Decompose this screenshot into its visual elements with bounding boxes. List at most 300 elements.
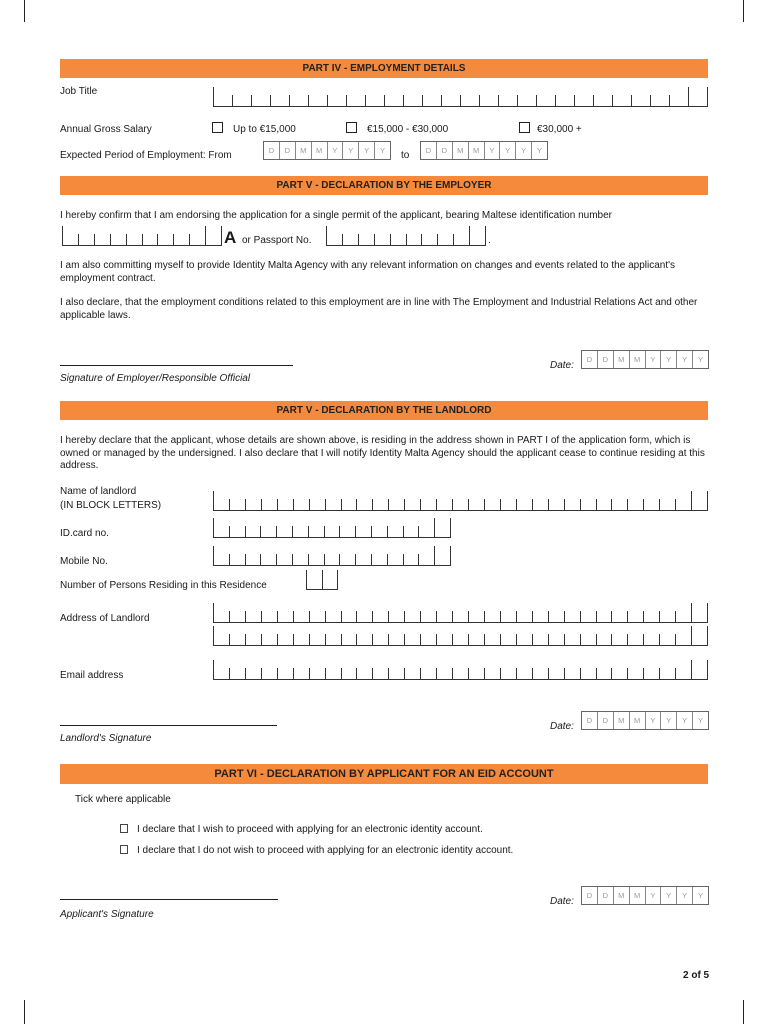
input-cell[interactable] [388, 499, 404, 510]
persons-label: Number of Persons Residing in this Residence [60, 580, 267, 591]
input-cell[interactable] [659, 611, 675, 622]
input-cell[interactable] [388, 668, 404, 679]
input-cell[interactable] [309, 499, 325, 510]
input-cell[interactable] [403, 554, 419, 565]
input-cell[interactable] [422, 95, 441, 106]
input-cell[interactable] [157, 234, 173, 245]
eid-option-1-label: I declare that I wish to proceed with applying for an electronic identity account. [137, 824, 483, 835]
input-cell[interactable] [213, 518, 229, 537]
input-cell[interactable] [484, 499, 500, 510]
input-cell[interactable] [596, 611, 612, 622]
input-cell[interactable] [468, 668, 484, 679]
input-cell[interactable] [421, 234, 437, 245]
input-cell[interactable] [650, 95, 669, 106]
input-cell[interactable] [441, 95, 460, 106]
input-cell[interactable] [372, 668, 388, 679]
input-cell[interactable] [434, 546, 451, 565]
date-cell[interactable]: Y [645, 712, 661, 729]
input-cell[interactable] [548, 611, 564, 622]
input-cell[interactable] [669, 95, 688, 106]
input-cell[interactable] [251, 95, 270, 106]
employer-para-3: I also declare, that the employment conditions related to this employment are in line with The Employment and Industrial Relations Act and other applicable laws. [60, 297, 698, 321]
input-cell[interactable] [460, 95, 479, 106]
applicant-date-input[interactable] [581, 886, 709, 905]
input-cell[interactable] [500, 499, 516, 510]
date-cell[interactable]: M [452, 142, 468, 159]
input-cell[interactable] [325, 611, 341, 622]
applicant-signature-label: Applicant's Signature [60, 909, 154, 920]
input-cell[interactable] [404, 668, 420, 679]
input-cell[interactable] [339, 526, 355, 537]
input-cell[interactable] [627, 611, 643, 622]
input-cell[interactable] [596, 499, 612, 510]
date-cell[interactable]: Y [676, 887, 692, 904]
input-cell[interactable] [580, 499, 596, 510]
input-cell[interactable] [308, 95, 327, 106]
input-cell[interactable] [574, 95, 593, 106]
input-cell[interactable] [245, 634, 261, 645]
eid-option-2-checkbox[interactable] [120, 845, 128, 854]
input-cell[interactable] [532, 634, 548, 645]
input-cell[interactable] [276, 554, 292, 565]
input-cell[interactable] [371, 554, 387, 565]
salary-label: Annual Gross Salary [60, 124, 152, 135]
input-cell[interactable] [390, 234, 406, 245]
input-cell[interactable] [339, 554, 355, 565]
input-cell[interactable] [532, 499, 548, 510]
input-cell[interactable] [387, 554, 403, 565]
input-cell[interactable] [245, 668, 261, 679]
input-cell[interactable] [309, 611, 325, 622]
landlord-address-label: Address of Landlord [60, 613, 150, 624]
date-cell[interactable]: M [311, 142, 327, 159]
input-cell[interactable] [643, 611, 659, 622]
input-cell[interactable] [229, 611, 245, 622]
input-cell[interactable] [500, 611, 516, 622]
input-cell[interactable] [434, 518, 451, 537]
date-cell[interactable]: D [586, 891, 593, 900]
landlord-para: I hereby declare that the applicant, whose details are shown above, is residing in the address shown in PART I of the application form, which is owned or managed by the undersigned. I also declare that I will notify Identity Malta Agency should the applicant cease to continue residing at this address. [60, 435, 705, 471]
input-cell[interactable] [468, 611, 484, 622]
crop-mark [743, 1000, 744, 1024]
input-cell[interactable] [213, 87, 232, 106]
input-cell[interactable] [564, 611, 580, 622]
input-cell[interactable] [126, 234, 142, 245]
input-cell[interactable] [293, 611, 309, 622]
input-cell[interactable] [213, 603, 229, 622]
input-cell[interactable] [388, 611, 404, 622]
input-cell[interactable] [260, 554, 276, 565]
date-cell[interactable]: D [586, 355, 593, 364]
date-cell[interactable]: Y [660, 351, 676, 368]
input-cell[interactable] [326, 226, 342, 245]
input-cell[interactable] [384, 95, 403, 106]
input-cell[interactable] [213, 626, 229, 645]
date-cell[interactable]: Y [692, 351, 708, 368]
input-cell[interactable] [627, 668, 643, 679]
page-number: 2 of 5 [683, 970, 710, 981]
input-cell[interactable] [213, 491, 229, 510]
landlord-name-sublabel: (IN BLOCK LETTERS) [60, 500, 162, 511]
input-cell[interactable] [691, 626, 708, 645]
date-cell[interactable]: M [295, 142, 311, 159]
date-cell[interactable]: Y [499, 142, 515, 159]
date-cell[interactable]: Y [645, 887, 661, 904]
input-cell[interactable] [277, 634, 293, 645]
input-cell[interactable] [611, 634, 627, 645]
input-cell[interactable] [516, 668, 532, 679]
employer-signature-label: Signature of Employer/Responsible Official [60, 373, 251, 384]
input-cell[interactable] [403, 526, 419, 537]
input-cell[interactable] [675, 634, 691, 645]
input-cell[interactable] [420, 668, 436, 679]
input-cell[interactable] [452, 668, 468, 679]
maltese-id-input[interactable] [62, 226, 222, 246]
input-cell[interactable] [688, 87, 708, 106]
date-cell[interactable]: M [468, 142, 484, 159]
input-cell[interactable] [308, 554, 324, 565]
input-cell[interactable] [643, 668, 659, 679]
date-cell[interactable]: Y [676, 712, 692, 729]
date-cell[interactable]: Y [692, 712, 708, 729]
input-cell[interactable] [418, 554, 434, 565]
input-cell[interactable] [229, 499, 245, 510]
date-cell[interactable]: D [586, 716, 593, 725]
salary-option-2-label: €15,000 - €30,000 [367, 124, 449, 135]
date-cell[interactable]: Y [358, 142, 374, 159]
salary-option-1-label: Up to €15,000 [233, 124, 296, 135]
date-cell[interactable]: M [613, 351, 629, 368]
input-cell[interactable] [356, 499, 372, 510]
input-cell[interactable] [277, 499, 293, 510]
input-cell[interactable] [309, 668, 325, 679]
input-cell[interactable] [358, 234, 374, 245]
date-cell[interactable]: Y [645, 351, 661, 368]
date-cell[interactable]: D [597, 712, 613, 729]
input-cell[interactable] [245, 554, 261, 565]
date-cell[interactable]: D [436, 142, 452, 159]
input-cell[interactable] [356, 668, 372, 679]
input-cell[interactable] [371, 526, 387, 537]
input-cell[interactable] [342, 234, 358, 245]
input-cell[interactable] [659, 668, 675, 679]
input-cell[interactable] [437, 234, 453, 245]
input-cell[interactable] [659, 634, 675, 645]
input-cell[interactable] [675, 668, 691, 679]
date-cell[interactable]: Y [342, 142, 358, 159]
landlord-date-input[interactable] [581, 711, 709, 730]
input-cell[interactable] [468, 499, 484, 510]
date-cell[interactable]: Y [531, 142, 547, 159]
input-cell[interactable] [341, 634, 357, 645]
input-cell[interactable] [293, 668, 309, 679]
input-cell[interactable] [420, 611, 436, 622]
input-cell[interactable] [341, 611, 357, 622]
input-cell[interactable] [356, 634, 372, 645]
input-cell[interactable] [659, 499, 675, 510]
input-cell[interactable] [325, 634, 341, 645]
input-cell[interactable] [341, 668, 357, 679]
part5-employer-header: PART V - DECLARATION BY THE EMPLOYER [60, 176, 708, 195]
input-cell[interactable] [293, 499, 309, 510]
input-cell[interactable] [406, 234, 422, 245]
date-cell[interactable]: M [629, 712, 645, 729]
date-cell[interactable]: Y [660, 712, 676, 729]
input-cell[interactable] [452, 634, 468, 645]
salary-option-3-label: €30,000 + [537, 124, 582, 135]
landlord-name-input[interactable] [213, 491, 708, 511]
input-cell[interactable] [374, 234, 390, 245]
input-cell[interactable] [675, 499, 691, 510]
email-label: Email address [60, 670, 124, 681]
applicant-date-label: Date: [550, 896, 574, 907]
input-cell[interactable] [436, 499, 452, 510]
id-card-input[interactable] [213, 518, 451, 538]
input-cell[interactable] [536, 95, 555, 106]
part5-landlord-header: PART V - DECLARATION BY THE LANDLORD [60, 401, 708, 420]
input-cell[interactable] [611, 611, 627, 622]
input-cell[interactable] [631, 95, 650, 106]
date-cell[interactable]: Y [692, 887, 708, 904]
salary-option-1-checkbox[interactable] [212, 122, 223, 133]
input-cell[interactable] [173, 234, 189, 245]
input-cell[interactable] [596, 668, 612, 679]
input-cell[interactable] [306, 570, 322, 589]
input-cell[interactable] [564, 634, 580, 645]
input-cell[interactable] [110, 234, 126, 245]
input-cell[interactable] [612, 95, 631, 106]
input-cell[interactable] [691, 491, 708, 510]
date-cell[interactable]: M [629, 351, 645, 368]
input-cell[interactable] [261, 634, 277, 645]
input-cell[interactable] [213, 546, 229, 565]
input-cell[interactable] [564, 668, 580, 679]
input-cell[interactable] [309, 634, 325, 645]
passport-input[interactable] [326, 226, 486, 246]
input-cell[interactable] [436, 668, 452, 679]
input-cell[interactable] [372, 611, 388, 622]
landlord-signature-line[interactable] [60, 725, 277, 726]
input-cell[interactable] [404, 611, 420, 622]
input-cell[interactable] [324, 554, 340, 565]
input-cell[interactable] [404, 499, 420, 510]
input-cell[interactable] [388, 634, 404, 645]
date-cell[interactable]: M [629, 887, 645, 904]
input-cell[interactable] [346, 95, 365, 106]
input-cell[interactable] [484, 634, 500, 645]
input-cell[interactable] [532, 611, 548, 622]
input-cell[interactable] [365, 95, 384, 106]
eid-option-1-checkbox[interactable] [120, 824, 128, 833]
input-cell[interactable] [468, 634, 484, 645]
input-cell[interactable] [500, 634, 516, 645]
input-cell[interactable] [245, 526, 261, 537]
part6-header: PART VI - DECLARATION BY APPLICANT FOR AN EID ACCOUNT [60, 764, 708, 784]
salary-option-3-checkbox[interactable] [519, 122, 530, 133]
eid-option-2-label: I declare that I do not wish to proceed with applying for an electronic identity account. [137, 845, 514, 856]
job-title-input[interactable] [213, 87, 708, 107]
input-cell[interactable] [593, 95, 612, 106]
crop-mark [24, 0, 25, 22]
input-cell[interactable] [516, 499, 532, 510]
period-to-label: to [401, 150, 410, 161]
input-cell[interactable] [327, 95, 346, 106]
input-cell[interactable] [341, 499, 357, 510]
input-cell[interactable] [232, 95, 251, 106]
input-cell[interactable] [580, 611, 596, 622]
id-card-label: ID.card no. [60, 528, 109, 539]
passport-label: or Passport No. [242, 235, 312, 246]
input-cell[interactable] [229, 526, 245, 537]
employer-para-2: I am also committing myself to provide Identity Malta Agency with any relevant information on changes and events related to the applicant's employment contract. [60, 260, 676, 284]
input-cell[interactable] [479, 95, 498, 106]
input-cell[interactable] [516, 611, 532, 622]
period-label: Expected Period of Employment: From [60, 150, 232, 161]
input-cell[interactable] [324, 526, 340, 537]
input-cell[interactable] [404, 634, 420, 645]
input-cell[interactable] [78, 234, 94, 245]
input-cell[interactable] [270, 95, 289, 106]
input-cell[interactable] [260, 526, 276, 537]
input-cell[interactable] [293, 634, 309, 645]
input-cell[interactable] [420, 499, 436, 510]
date-cell[interactable]: D [597, 887, 613, 904]
input-cell[interactable] [308, 526, 324, 537]
input-cell[interactable] [189, 234, 205, 245]
input-cell[interactable] [580, 634, 596, 645]
input-cell[interactable] [596, 634, 612, 645]
input-cell[interactable] [453, 234, 469, 245]
landlord-date-label: Date: [550, 721, 574, 732]
input-cell[interactable] [277, 611, 293, 622]
input-cell[interactable] [355, 554, 371, 565]
input-cell[interactable] [276, 526, 292, 537]
input-cell[interactable] [62, 226, 78, 245]
employer-para-1: I hereby confirm that I am endorsing the application for a single permit of the applicant, bearing Maltese identification number [60, 210, 612, 221]
input-cell[interactable] [94, 234, 110, 245]
input-cell[interactable] [627, 499, 643, 510]
input-cell[interactable] [516, 634, 532, 645]
input-cell[interactable] [356, 611, 372, 622]
input-cell[interactable] [261, 499, 277, 510]
input-cell[interactable] [142, 234, 158, 245]
input-cell[interactable] [436, 611, 452, 622]
input-cell[interactable] [420, 634, 436, 645]
input-cell[interactable] [229, 668, 245, 679]
date-cell[interactable]: D [597, 351, 613, 368]
input-cell[interactable] [292, 554, 308, 565]
input-cell[interactable] [548, 499, 564, 510]
id-suffix: A [224, 228, 237, 247]
input-cell[interactable] [452, 499, 468, 510]
crop-mark [24, 1000, 25, 1024]
input-cell[interactable] [387, 526, 403, 537]
date-cell[interactable]: Y [515, 142, 531, 159]
input-cell[interactable] [517, 95, 536, 106]
input-cell[interactable] [289, 95, 308, 106]
input-cell[interactable] [484, 668, 500, 679]
input-cell[interactable] [555, 95, 574, 106]
landlord-address-input-line-1[interactable] [213, 603, 708, 623]
employer-date-input[interactable] [581, 350, 709, 369]
input-cell[interactable] [205, 226, 222, 245]
input-cell[interactable] [418, 526, 434, 537]
input-cell[interactable] [691, 603, 708, 622]
period-from-date-input[interactable] [263, 141, 391, 160]
date-cell[interactable]: Y [327, 142, 343, 159]
mobile-input[interactable] [213, 546, 451, 566]
input-cell[interactable] [611, 668, 627, 679]
employer-date-label: Date: [550, 360, 574, 371]
input-cell[interactable] [436, 634, 452, 645]
input-cell[interactable] [548, 634, 564, 645]
persons-input[interactable] [306, 570, 338, 590]
input-cell[interactable] [245, 499, 261, 510]
date-cell[interactable]: Y [660, 887, 676, 904]
applicant-signature-line[interactable] [60, 899, 278, 900]
input-cell[interactable] [611, 499, 627, 510]
passport-end: . [488, 235, 491, 246]
input-cell[interactable] [325, 499, 341, 510]
date-cell[interactable]: M [613, 887, 629, 904]
input-cell[interactable] [691, 660, 708, 679]
input-cell[interactable] [643, 634, 659, 645]
input-cell[interactable] [229, 634, 245, 645]
input-cell[interactable] [213, 660, 229, 679]
input-cell[interactable] [469, 226, 486, 245]
input-cell[interactable] [325, 668, 341, 679]
input-cell[interactable] [580, 668, 596, 679]
landlord-address-input-line-2[interactable] [213, 626, 708, 646]
email-input[interactable] [213, 660, 708, 680]
date-cell[interactable]: Y [374, 142, 390, 159]
input-cell[interactable] [355, 526, 371, 537]
date-cell[interactable]: Y [484, 142, 500, 159]
input-cell[interactable] [564, 499, 580, 510]
input-cell[interactable] [322, 570, 339, 589]
input-cell[interactable] [277, 668, 293, 679]
input-cell[interactable] [643, 499, 659, 510]
landlord-signature-label: Landlord's Signature [60, 733, 152, 744]
input-cell[interactable] [548, 668, 564, 679]
input-cell[interactable] [627, 634, 643, 645]
input-cell[interactable] [532, 668, 548, 679]
input-cell[interactable] [261, 668, 277, 679]
landlord-name-label: Name of landlord [60, 486, 137, 497]
input-cell[interactable] [403, 95, 422, 106]
input-cell[interactable] [245, 611, 261, 622]
period-to-date-input[interactable] [420, 141, 548, 160]
date-cell[interactable]: M [613, 712, 629, 729]
date-cell[interactable]: D [425, 146, 432, 155]
input-cell[interactable] [484, 611, 500, 622]
input-cell[interactable] [261, 611, 277, 622]
salary-option-2-checkbox[interactable] [346, 122, 357, 133]
input-cell[interactable] [675, 611, 691, 622]
employer-signature-line[interactable] [60, 365, 293, 366]
date-cell[interactable]: Y [676, 351, 692, 368]
date-cell[interactable]: D [279, 142, 295, 159]
input-cell[interactable] [500, 668, 516, 679]
input-cell[interactable] [292, 526, 308, 537]
input-cell[interactable] [229, 554, 245, 565]
job-title-label: Job Title [60, 86, 98, 97]
input-cell[interactable] [372, 499, 388, 510]
input-cell[interactable] [498, 95, 517, 106]
input-cell[interactable] [452, 611, 468, 622]
input-cell[interactable] [372, 634, 388, 645]
date-cell[interactable]: D [268, 146, 275, 155]
